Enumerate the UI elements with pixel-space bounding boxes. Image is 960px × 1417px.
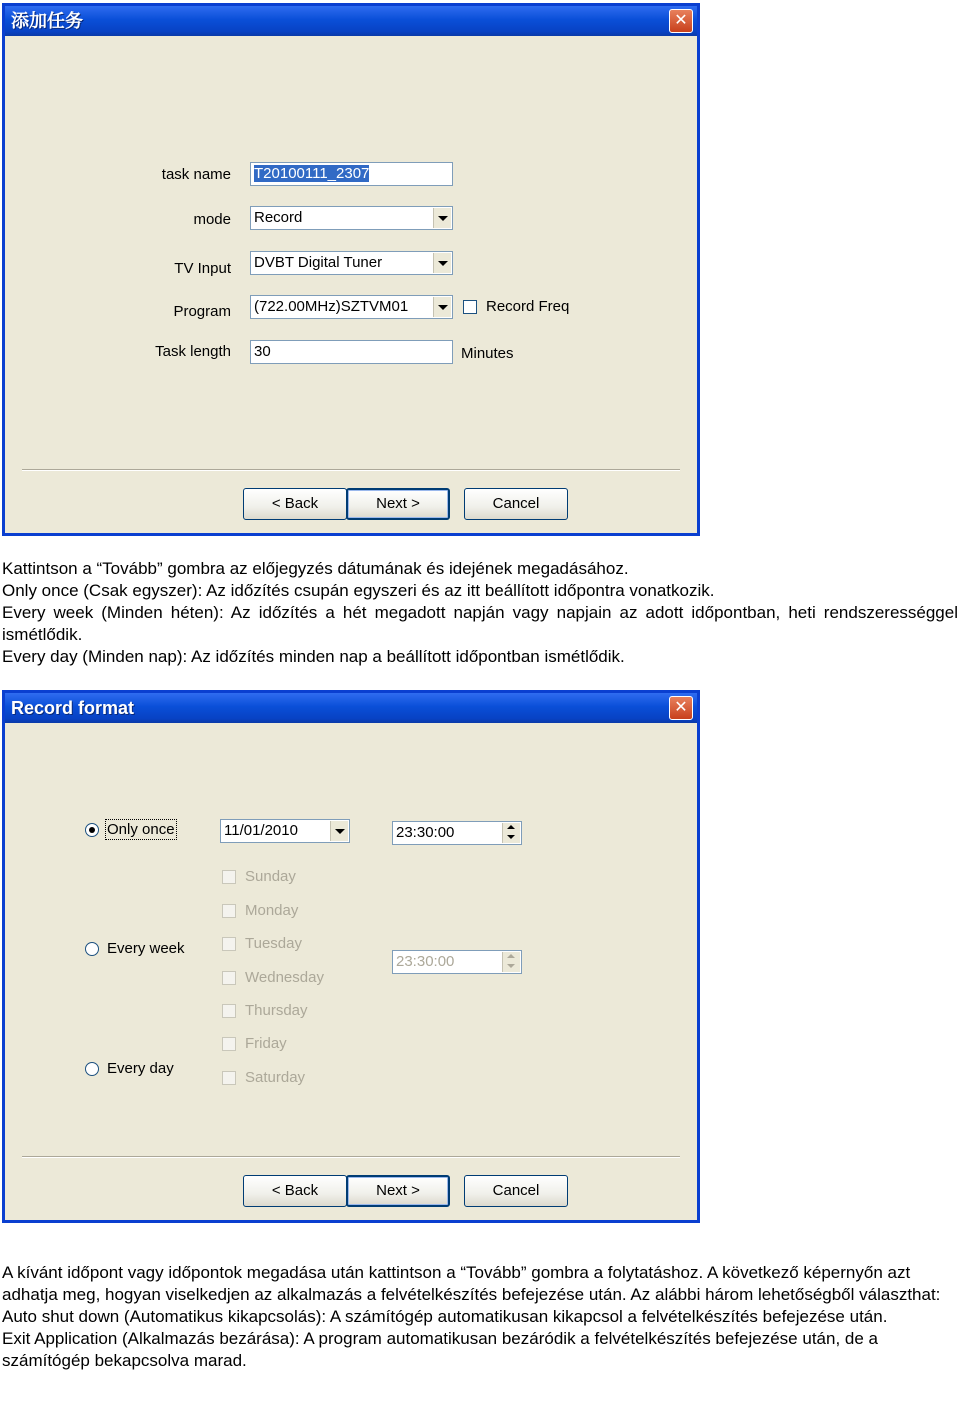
program-label: Program <box>173 303 231 320</box>
paragraph: Only once (Csak egyszer): Az időzítés csupán egyszeri és az itt beállított időpontra vonatkozik. <box>2 581 715 600</box>
back-button[interactable]: < Back <box>243 1175 347 1207</box>
saturday-checkbox <box>222 1071 236 1085</box>
tv-input-select[interactable] <box>250 251 453 275</box>
dialog-title: Record format <box>11 698 135 718</box>
mode-select[interactable] <box>250 206 453 230</box>
wednesday-label: Wednesday <box>245 969 324 986</box>
close-button[interactable]: ✕ <box>669 9 693 33</box>
time-value: 23:30:00 <box>396 824 455 841</box>
only-once-radio[interactable] <box>85 823 99 837</box>
friday-checkbox <box>222 1037 236 1051</box>
tuesday-checkbox <box>222 937 236 951</box>
next-button[interactable]: Next > <box>346 1175 450 1207</box>
mode-label: mode <box>193 211 231 228</box>
chevron-down-icon[interactable] <box>433 253 451 273</box>
mode-value: Record <box>254 209 303 226</box>
task-length-label: Task length <box>155 343 231 360</box>
minutes-label: Minutes <box>461 345 514 362</box>
spin-arrows-icon <box>502 952 520 972</box>
cancel-button[interactable]: Cancel <box>464 1175 568 1207</box>
spin-arrows-icon[interactable] <box>502 823 520 843</box>
task-name-value: T20100111_2307 <box>254 165 370 182</box>
paragraph: A kívánt időpont vagy időpontok megadása után kattintson a “Tovább” gombra a folytatáshoz. A következő képernyőn azt adhatja meg, hogyan viselkedjen az alkalmazás a felvételkészítés befejezése után. Az alábbi három lehetőségből választhat: <box>2 1263 941 1304</box>
task-length-value: 30 <box>254 343 271 360</box>
paragraph: Every week (Minden héten): Az időzítés a hét megadott napján vagy napjain az adott időpontban, heti rendszerességgel ismétlődik. <box>2 603 958 644</box>
thursday-checkbox <box>222 1004 236 1018</box>
chevron-down-icon[interactable] <box>330 821 348 841</box>
every-day-label: Every day <box>107 1060 174 1077</box>
thursday-label: Thursday <box>245 1002 308 1019</box>
only-once-label[interactable]: Only once <box>107 821 175 838</box>
every-week-radio[interactable] <box>85 942 99 956</box>
wednesday-checkbox <box>222 971 236 985</box>
sunday-checkbox <box>222 870 236 884</box>
paragraph: Exit Application (Alkalmazás bezárása): A program automatikusan bezáródik a felvételkészítés befejezése után, de a számítógép bekapcsolva marad. <box>2 1329 878 1370</box>
monday-checkbox <box>222 904 236 918</box>
add-task-dialog <box>2 3 700 536</box>
next-button[interactable]: Next > <box>346 488 450 520</box>
record-freq-checkbox[interactable] <box>463 300 477 314</box>
tv-input-label: TV Input <box>174 260 231 277</box>
paragraph: Kattintson a “Tovább” gombra az előjegyzés dátumának és idejének megadásához. <box>2 559 629 578</box>
time-spinner[interactable] <box>392 821 522 845</box>
week-time-value: 23:30:00 <box>396 953 455 970</box>
every-week-label: Every week <box>107 940 185 957</box>
back-button[interactable]: < Back <box>243 488 347 520</box>
every-day-radio[interactable] <box>85 1062 99 1076</box>
tuesday-label: Tuesday <box>245 935 302 952</box>
divider <box>22 469 680 471</box>
divider <box>22 1156 680 1158</box>
task-length-input[interactable] <box>250 340 453 364</box>
sunday-label: Sunday <box>245 868 296 885</box>
cancel-button[interactable]: Cancel <box>464 488 568 520</box>
record-format-dialog <box>2 690 700 1223</box>
monday-label: Monday <box>245 902 299 919</box>
week-time-spinner <box>392 950 522 974</box>
title-bar <box>5 693 697 723</box>
paragraph: Every day (Minden nap): Az időzítés minden nap a beállított időpontban ismétlődik. <box>2 647 625 666</box>
record-freq-label: Record Freq <box>486 298 570 315</box>
friday-label: Friday <box>245 1035 287 1052</box>
date-value: 11/01/2010 <box>224 822 298 839</box>
task-name-label: task name <box>161 166 231 183</box>
title-bar <box>5 6 697 36</box>
program-value: (722.00MHz)SZTVM01 <box>254 298 409 315</box>
saturday-label: Saturday <box>245 1069 306 1086</box>
date-picker[interactable] <box>220 819 350 843</box>
instructions-2 <box>2 1262 958 1372</box>
chevron-down-icon[interactable] <box>433 297 451 317</box>
close-button[interactable]: ✕ <box>669 696 693 720</box>
program-select[interactable] <box>250 295 453 319</box>
instructions-1 <box>2 558 958 668</box>
chevron-down-icon[interactable] <box>433 208 451 228</box>
tv-input-value: DVBT Digital Tuner <box>254 254 383 271</box>
dialog-title: 添加任务 <box>11 11 83 31</box>
paragraph: Auto shut down (Automatikus kikapcsolás): A számítógép automatikusan kikapcsol a felvételkészítés befejezése után. <box>2 1307 888 1326</box>
task-name-input[interactable] <box>250 162 453 186</box>
